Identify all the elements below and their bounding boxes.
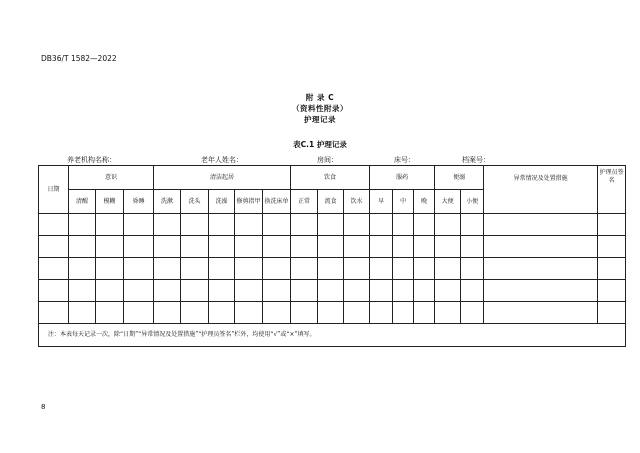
document-code: DB36/T 1582—2022	[41, 54, 117, 63]
medication-header: 服药	[370, 166, 435, 190]
subheader-bathe: 洗澡	[209, 190, 235, 214]
table-title: 表C.1 护理记录	[293, 140, 347, 149]
excretion-header: 便溺	[435, 166, 484, 190]
care-record-table	[38, 165, 626, 347]
form-info-row	[41, 155, 616, 165]
subheader-drowsy: 昏睡	[124, 190, 154, 214]
table-row	[39, 280, 626, 302]
cleaning-header: 清洁起居	[154, 166, 291, 190]
annex-heading	[0, 92, 640, 125]
note-row	[39, 324, 626, 347]
subheader-evening: 晚	[414, 190, 435, 214]
table-row	[39, 214, 626, 236]
table-row	[39, 302, 626, 324]
table-row	[39, 236, 626, 258]
file-number-label: 档案号：	[462, 156, 490, 164]
annex-label: 附 录 C	[305, 93, 335, 102]
header-row-group	[39, 166, 626, 190]
elder-name-label: 老年人姓名：	[201, 156, 243, 164]
diet-header: 饮食	[291, 166, 370, 190]
subheader-normal: 正常	[291, 190, 318, 214]
annex-type: （资料性附录）	[292, 104, 348, 113]
subheader-wash-face: 洗漱	[154, 190, 181, 214]
date-header: 日期	[39, 166, 69, 214]
signature-header: 护理员签名	[598, 166, 626, 214]
page-number: 8	[41, 403, 46, 411]
table-row	[39, 258, 626, 280]
subheader-noon: 中	[393, 190, 414, 214]
consciousness-header: 意识	[69, 166, 154, 190]
subheader-liquid: 流食	[318, 190, 344, 214]
subheader-nail-trim: 修剪指甲	[235, 190, 263, 214]
bed-label: 床号：	[394, 156, 415, 164]
institution-label: 养老机构名称：	[67, 156, 116, 164]
table-note: 注：本表每天记录一次，除“日期”“异常情况及处置措施”“护理员签名”栏外，均使用“√”或“×”填写。	[39, 324, 626, 347]
subheader-morning: 早	[370, 190, 393, 214]
subheader-urine: 小便	[461, 190, 484, 214]
subheader-alert: 清醒	[69, 190, 96, 214]
subheader-wash-hair: 洗头	[181, 190, 209, 214]
subheader-water: 饮水	[344, 190, 370, 214]
annex-title: 护理记录	[304, 115, 336, 124]
subheader-stool: 大便	[435, 190, 461, 214]
room-label: 房间：	[317, 156, 338, 164]
subheader-blurred: 模糊	[96, 190, 124, 214]
abnormal-header: 异常情况及处置措施	[484, 166, 598, 214]
subheader-sheet-wash: 换洗床单	[263, 190, 291, 214]
